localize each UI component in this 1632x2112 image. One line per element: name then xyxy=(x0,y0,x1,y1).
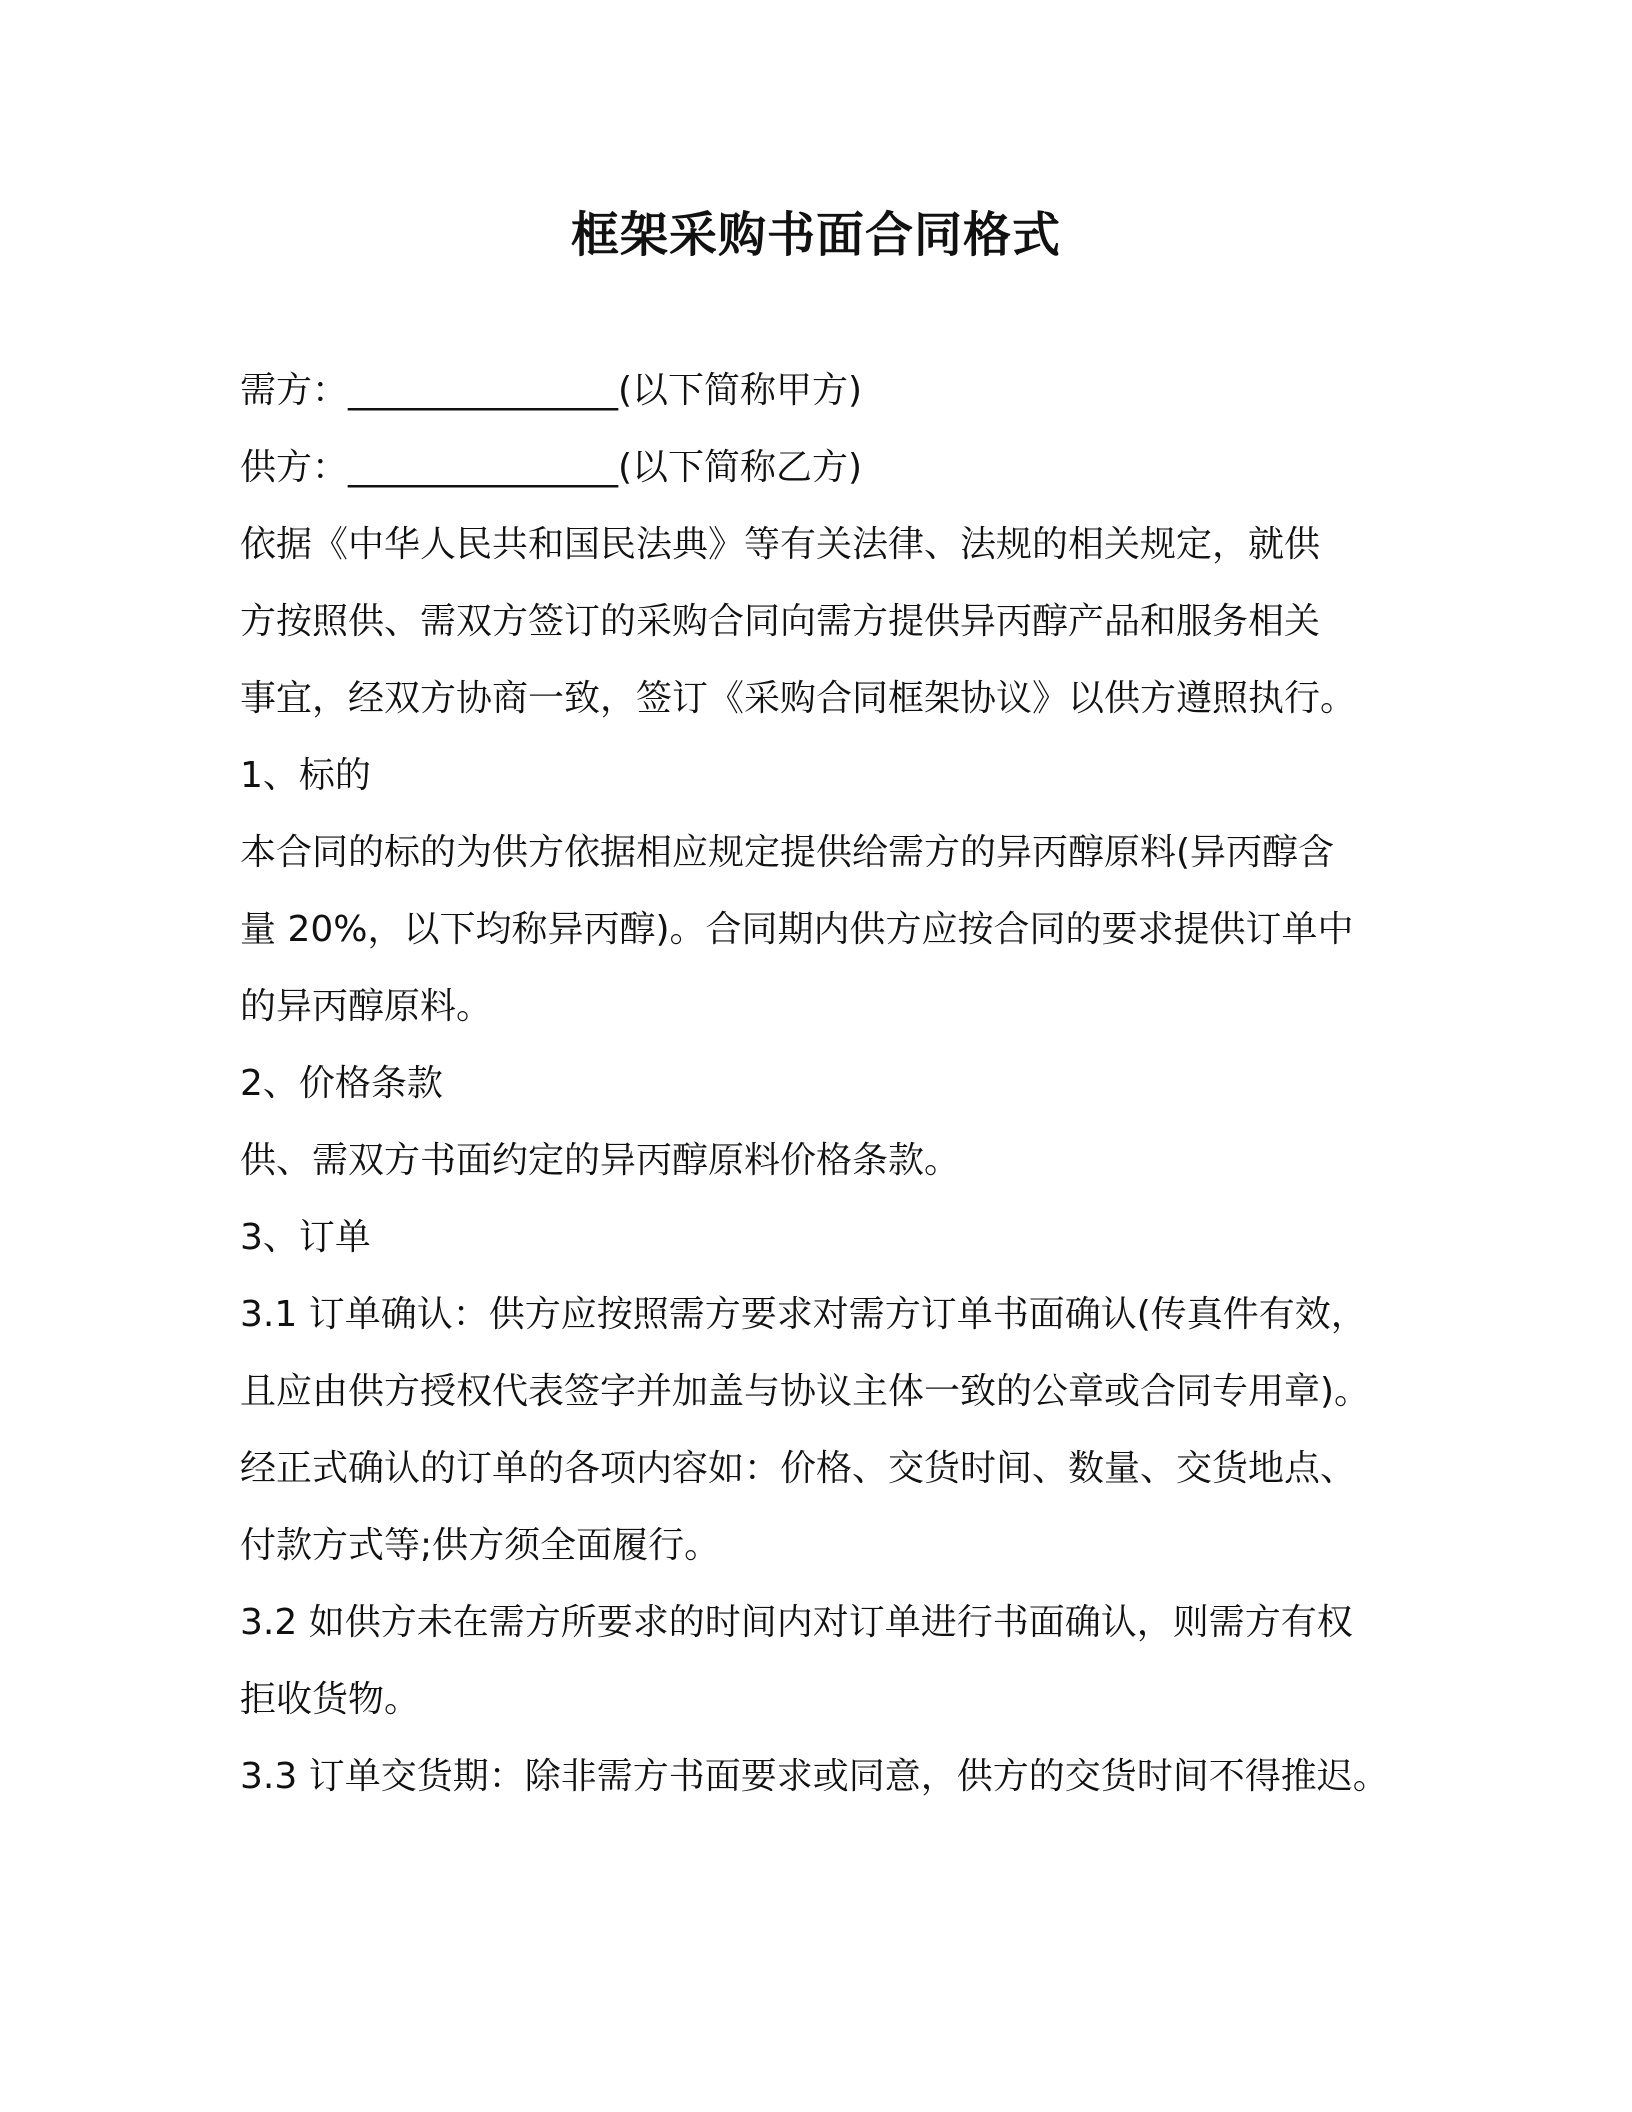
clause-3-2-line-2: 拒收货物。 xyxy=(240,1679,421,1720)
preamble-line-2: 方按照供、需双方签订的采购合同向需方提供异丙醇产品和服务相关 xyxy=(240,601,1321,642)
clause-3-3-line-1: 3.3 订单交货期：除非需方书面要求或同意，供方的交货时间不得推迟。 xyxy=(240,1756,1389,1797)
section-heading-2: 2、价格条款 xyxy=(240,1063,443,1104)
section-heading-3: 3、订单 xyxy=(240,1217,371,1258)
section-1-line-2: 量 20%，以下均称异丙醇)。合同期内供方应按合同的要求提供订单中 xyxy=(240,909,1354,950)
section-1-line-3: 的异丙醇原料。 xyxy=(240,986,493,1027)
section-2-line-1: 供、需双方书面约定的异丙醇原料价格条款。 xyxy=(240,1140,961,1181)
clause-3-1-line-3: 经正式确认的订单的各项内容如：价格、交货时间、数量、交货地点、 xyxy=(240,1448,1357,1489)
clause-3-1-line-2: 且应由供方授权代表签字并加盖与协议主体一致的公章或合同专用章)。 xyxy=(240,1371,1371,1412)
section-heading-1: 1、标的 xyxy=(240,755,371,796)
clause-3-1-line-1: 3.1 订单确认：供方应按照需方要求对需方订单书面确认(传真件有效， xyxy=(240,1294,1367,1335)
supplier-line: 供方：_______________(以下简称乙方) xyxy=(240,447,863,488)
preamble-line-1: 依据《中华人民共和国民法典》等有关法律、法规的相关规定，就供 xyxy=(240,524,1321,565)
preamble-line-3: 事宜，经双方协商一致，签订《采购合同框架协议》以供方遵照执行。 xyxy=(240,678,1357,719)
clause-3-2-line-1: 3.2 如供方未在需方所要求的时间内对订单进行书面确认，则需方有权 xyxy=(240,1602,1353,1643)
section-1-line-1: 本合同的标的为供方依据相应规定提供给需方的异丙醇原料(异丙醇含 xyxy=(240,832,1335,873)
document-title: 框架采购书面合同格式 xyxy=(570,207,1061,263)
demander-line: 需方：_______________(以下简称甲方) xyxy=(240,370,863,411)
clause-3-1-line-4: 付款方式等;供方须全面履行。 xyxy=(240,1525,721,1566)
